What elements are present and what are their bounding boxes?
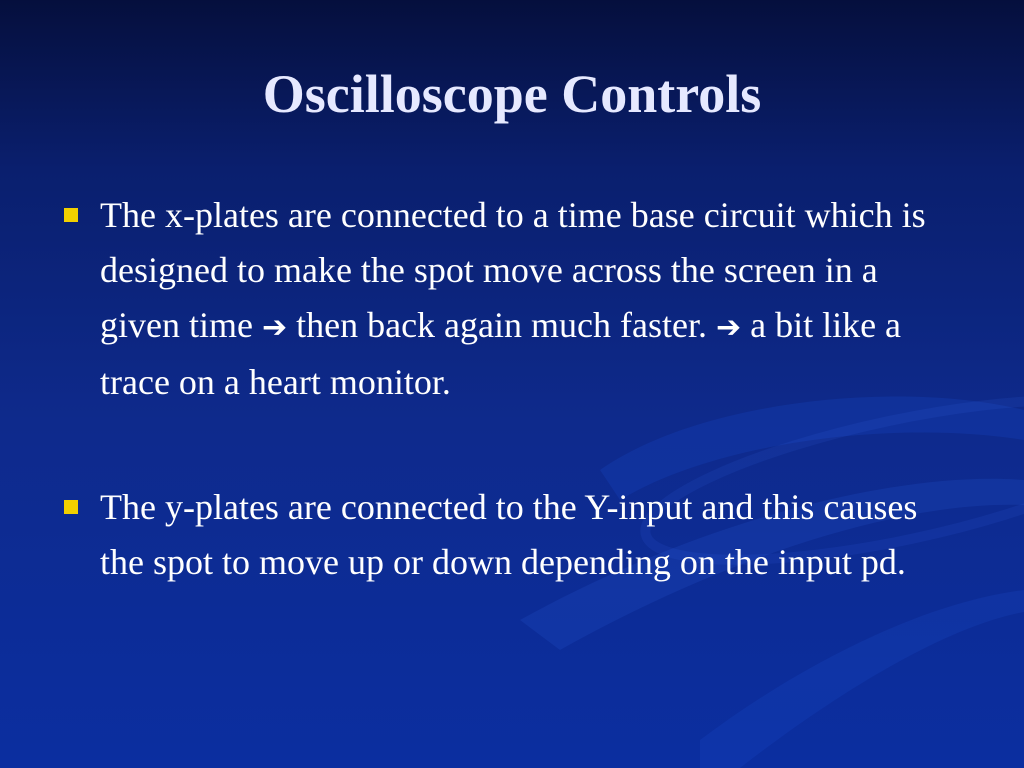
bullet-text-part-3: a bit like a trace on a heart monitor. <box>100 305 902 402</box>
bullet-item-x-plates <box>62 188 962 410</box>
square-bullet-icon <box>64 500 78 514</box>
right-arrow-icon: ➔ <box>715 310 742 345</box>
bullet-text: The y-plates are connected to the Y-input and this causes the spot to move up or down depending on the input pd. <box>100 487 918 582</box>
slide-title: Oscilloscope Controls <box>262 64 762 124</box>
right-arrow-icon: ➔ <box>261 310 288 345</box>
bullet-text-part-2: then back again much faster. <box>287 305 716 345</box>
square-bullet-icon <box>64 208 78 222</box>
bullet-list <box>62 188 962 590</box>
bullet-text-part-1: The x-plates are connected to a time base circuit which is designed to make the spot move across the screen in a given time <box>100 195 926 345</box>
bullet-item-y-plates <box>62 480 962 590</box>
